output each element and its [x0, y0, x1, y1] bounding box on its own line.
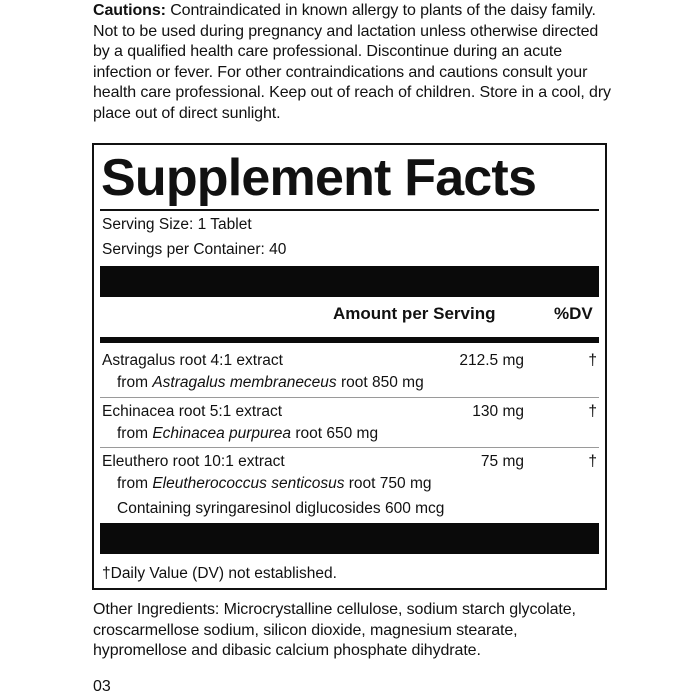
row-echinacea-dv: †: [588, 403, 597, 420]
row-divider: [100, 447, 599, 448]
row-eleuthero-extra: Containing syringaresinol diglucosides 600 mcg: [117, 500, 445, 517]
row-echinacea-source: from Echinacea purpurea root 650 mg: [117, 425, 379, 442]
dv-header: %DV: [554, 304, 593, 323]
other-ingredients: Other Ingredients: Microcrystalline cellulose, sodium starch glycolate, croscarmellose sodium, silicon dioxide, magnesium stearate, hypromellose and dibasic calcium phosphate dihydrate.: [93, 601, 576, 659]
row-echinacea-name: Echinacea root 5:1 extract: [102, 403, 283, 420]
row-eleuthero-name: Eleuthero root 10:1 extract: [102, 453, 285, 470]
label-code: 03: [93, 678, 111, 695]
row-eleuthero-amount: 75 mg: [480, 453, 524, 470]
supplement-facts-panel: [92, 143, 607, 590]
row-eleuthero-source: from Eleutherococcus senticosus root 750 mg: [117, 475, 432, 492]
bottom-thick-bar: [100, 523, 599, 554]
dv-footnote: †Daily Value (DV) not established.: [102, 565, 337, 582]
servings-per-container: Servings per Container: 40: [102, 241, 287, 258]
cautions-paragraph: [93, 1, 613, 124]
amount-per-serving-header: Amount per Serving: [333, 304, 496, 323]
row-astragalus-source: from Astragalus membraneceus root 850 mg: [117, 374, 424, 391]
row-astragalus-dv: †: [588, 352, 597, 369]
title-divider: [100, 209, 599, 211]
supplement-facts-title: Supplement Facts: [101, 149, 537, 207]
row-astragalus-amount: 212.5 mg: [459, 352, 524, 369]
top-thick-bar: [100, 266, 599, 297]
row-eleuthero-dv: †: [588, 453, 597, 470]
cautions-text: Contraindicated in known allergy to plants of the daisy family. Not to be used during pregnancy and lactation unless otherwise directed by a qualified health care professional. Discontinue during an acute infection or fever. For other contraindications and cautions consult your health care professional. Keep out of reach of children. Store in a cool, dry place out of direct sunlight.: [93, 2, 611, 122]
row-divider: [100, 397, 599, 398]
row-astragalus-name: Astragalus root 4:1 extract: [102, 352, 283, 369]
row-echinacea-amount: 130 mg: [472, 403, 524, 420]
cautions-label: Cautions:: [93, 2, 166, 19]
header-thick-rule: [100, 337, 599, 343]
serving-size: Serving Size: 1 Tablet: [102, 216, 252, 233]
